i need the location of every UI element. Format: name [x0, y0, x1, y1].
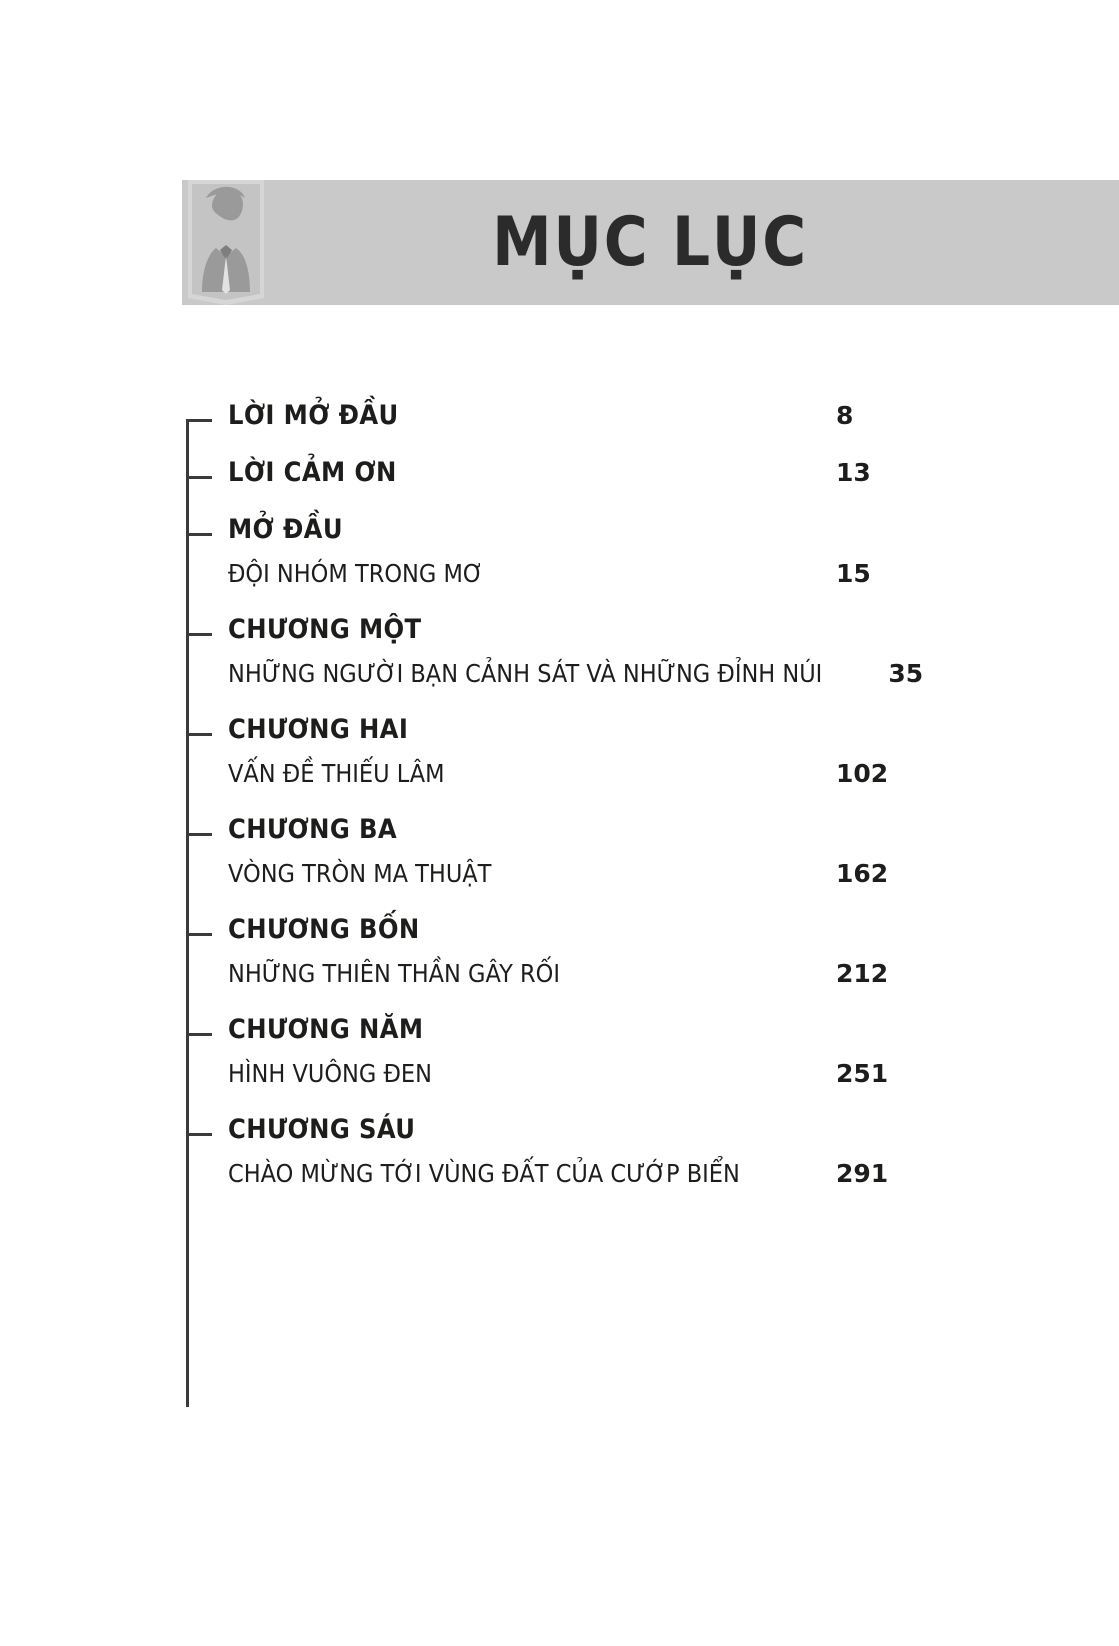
toc-dash-marker [186, 833, 212, 836]
toc-entry[interactable] [186, 814, 946, 888]
toc-entry[interactable] [186, 614, 946, 688]
toc-entry-page: 102 [836, 759, 889, 788]
toc-dash-marker [186, 533, 212, 536]
toc-entry[interactable] [186, 914, 946, 988]
toc-dash-marker [186, 476, 212, 479]
toc-entry-subtitle: HÌNH VUÔNG ĐEN [228, 1059, 432, 1088]
toc-entry-page: 212 [836, 959, 889, 988]
toc-entry-heading: CHƯƠNG BỐN [228, 914, 420, 945]
toc-entry[interactable] [186, 714, 946, 788]
toc-dash-marker [186, 633, 212, 636]
toc-entry-heading: CHƯƠNG SÁU [228, 1114, 416, 1145]
toc-entry[interactable] [186, 514, 946, 588]
page-header-band [182, 180, 1119, 305]
toc-entry-page: 162 [836, 859, 889, 888]
toc-entry-subtitle: VÒNG TRÒN MA THUẬT [228, 859, 492, 888]
toc-entry-page: 13 [836, 458, 871, 487]
toc-dash-marker [186, 419, 212, 422]
toc-dash-marker [186, 1133, 212, 1136]
toc-entry-heading: CHƯƠNG NĂM [228, 1014, 424, 1045]
toc-entry-subtitle: CHÀO MỪNG TỚI VÙNG ĐẤT CỦA CƯỚP BIỂN [228, 1159, 740, 1188]
toc-entry-heading: CHƯƠNG HAI [228, 714, 409, 745]
toc-entry-page: 15 [836, 559, 871, 588]
toc-entry-page: 291 [836, 1159, 889, 1188]
toc-entry-heading: LỜI MỞ ĐẦU [228, 400, 399, 431]
toc-entry-heading: CHƯƠNG BA [228, 814, 398, 845]
toc-entry[interactable] [186, 457, 946, 488]
detective-silhouette-icon [182, 180, 270, 305]
toc-entry-page: 251 [836, 1059, 889, 1088]
toc-entry-subtitle: ĐỘI NHÓM TRONG MƠ [228, 559, 484, 588]
toc-entry-heading: CHƯƠNG MỘT [228, 614, 422, 645]
page-title: MỤC LỤC [492, 203, 808, 282]
toc-dash-marker [186, 1033, 212, 1036]
toc-entry-page: 8 [836, 401, 854, 430]
table-of-contents [186, 400, 946, 1214]
toc-entry[interactable] [186, 1114, 946, 1188]
toc-entry[interactable] [186, 1014, 946, 1088]
toc-entry-page: 35 [888, 659, 924, 688]
toc-entry-subtitle: VẤN ĐỀ THIẾU LÂM [228, 759, 445, 788]
toc-dash-marker [186, 933, 212, 936]
toc-entry-subtitle: NHỮNG NGƯỜI BẠN CẢNH SÁT VÀ NHỮNG ĐỈNH NÚI [228, 659, 823, 688]
toc-entry-subtitle: NHỮNG THIÊN THẦN GÂY RỐI [228, 959, 560, 988]
toc-entry-heading: MỞ ĐẦU [228, 514, 343, 545]
toc-entry-heading: LỜI CẢM ƠN [228, 457, 397, 488]
toc-entry[interactable] [186, 400, 946, 431]
toc-dash-marker [186, 733, 212, 736]
